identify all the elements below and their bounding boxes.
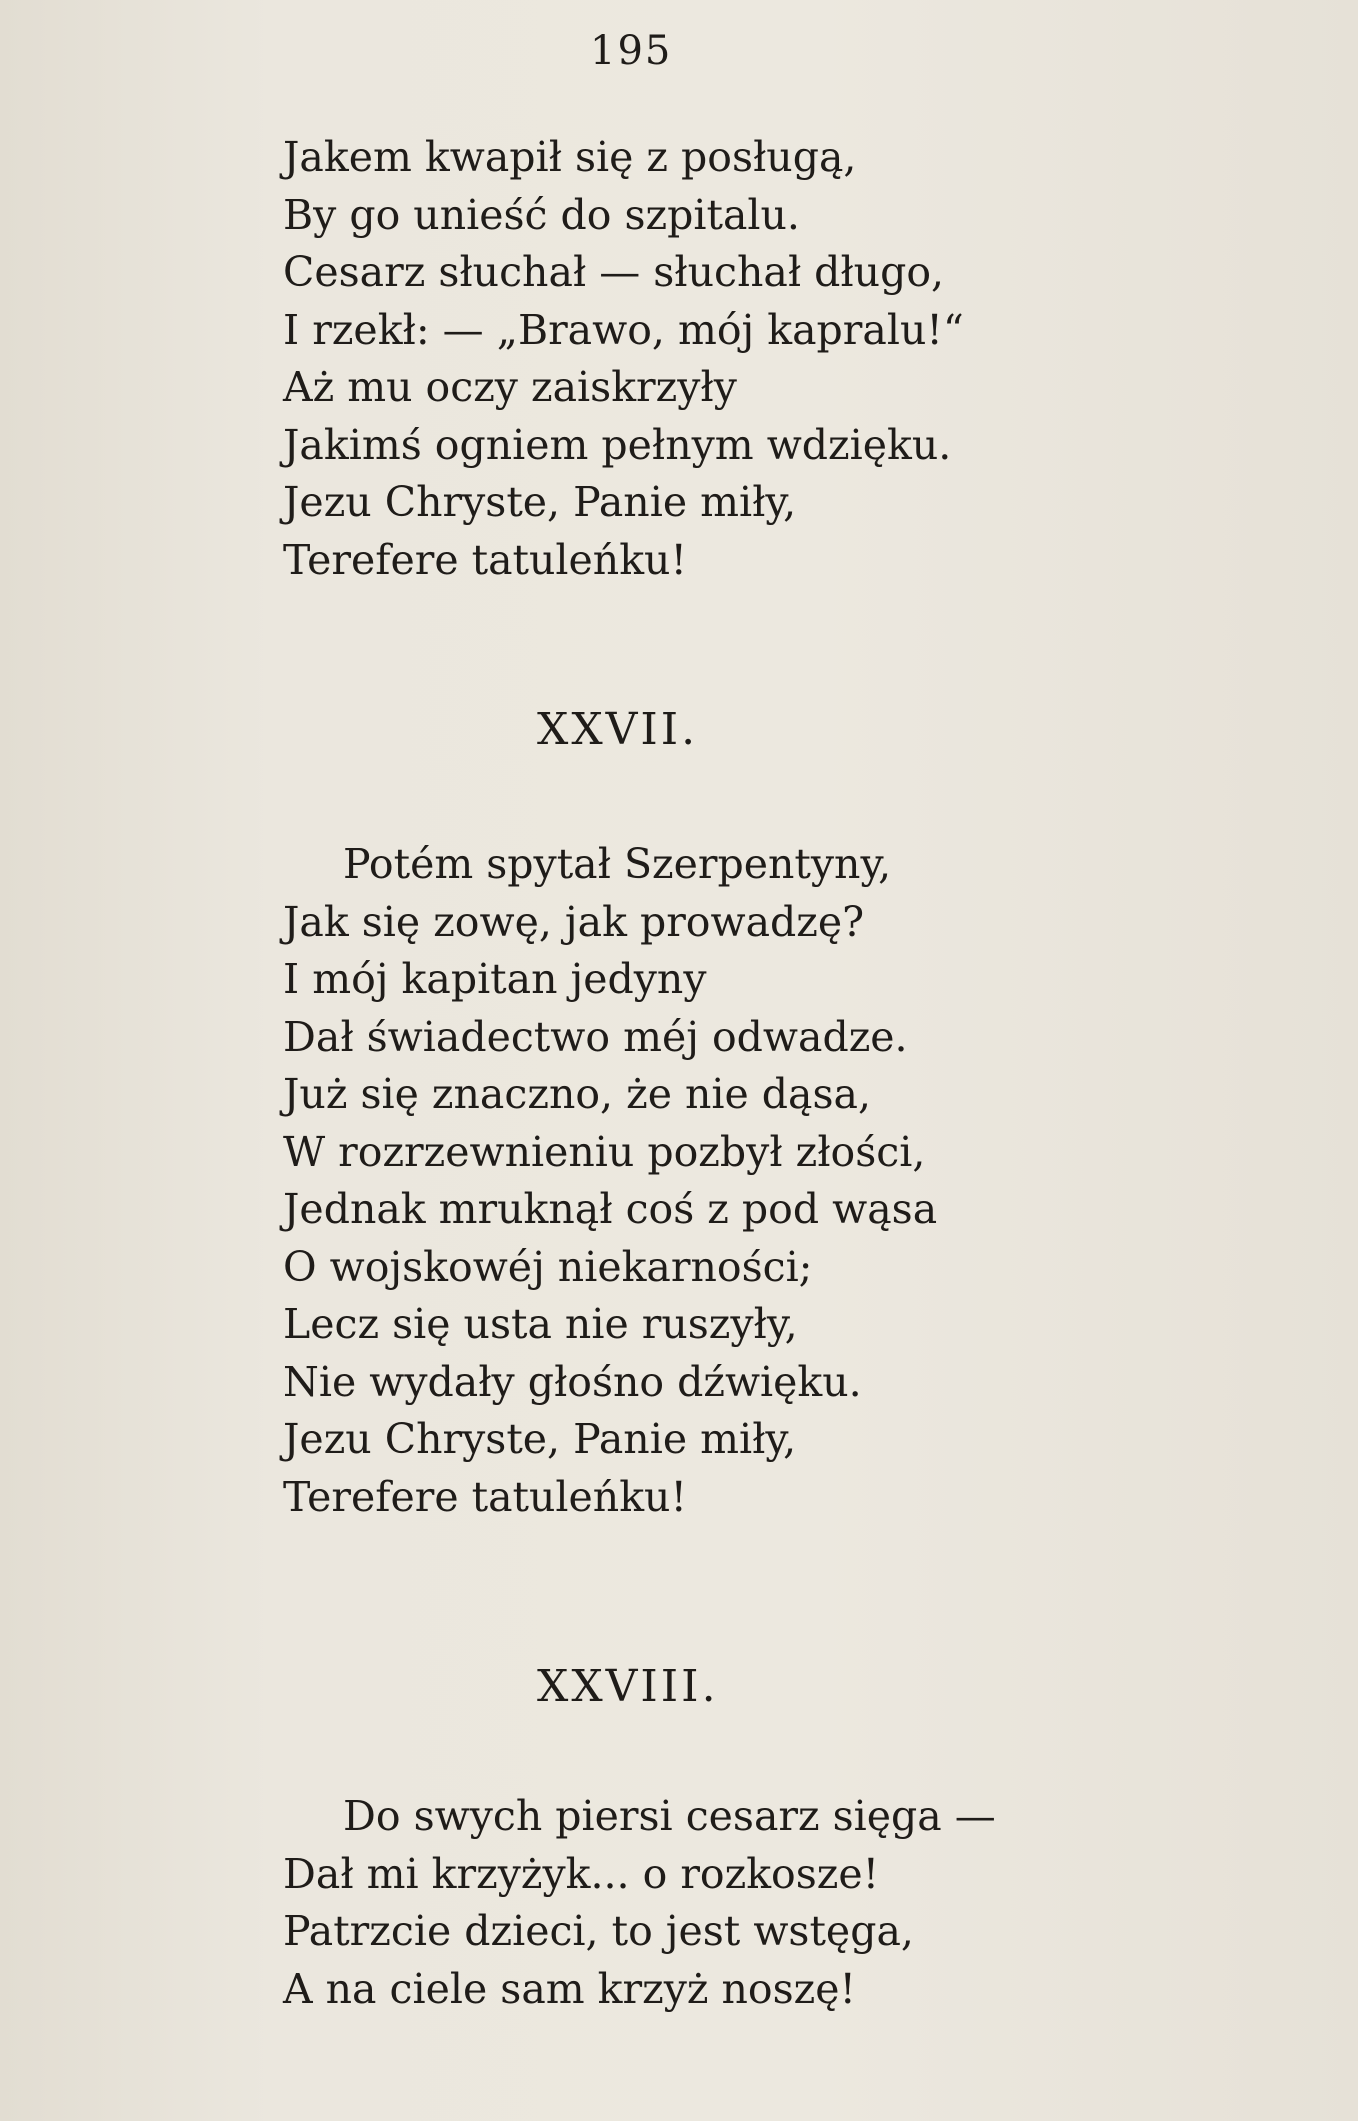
verse-line: Jezu Chryste, Panie miły,: [283, 1415, 797, 1463]
section-heading-xxviii: XXVIII.: [537, 1661, 719, 1712]
stanza-xxvii: [283, 836, 937, 1526]
verse-line: Dał mi krzyżyk... o rozkosze!: [283, 1849, 880, 1898]
verse-line: Jakimś ogniem pełnym wdzięku.: [283, 420, 952, 469]
verse-line: Jezu Chryste, Panie miły,: [283, 478, 797, 526]
verse-line: Aż mu oczy zaiskrzyły: [283, 363, 737, 411]
verse-line: Terefere tatuleńku!: [283, 535, 687, 584]
verse-line: Dał świadectwo méj odwadze.: [283, 1012, 908, 1061]
verse-line: I mój kapitan jedyny: [283, 955, 707, 1003]
verse-line: Jakem kwapił się z posługą,: [283, 133, 857, 181]
verse-line: Jednak mruknął coś z pod wąsa: [283, 1185, 938, 1233]
verse-line: Nie wydały głośno dźwięku.: [283, 1357, 862, 1406]
verse-line: A na ciele sam krzyż noszę!: [283, 1964, 856, 2013]
verse-line: Terefere tatuleńku!: [283, 1472, 687, 1521]
verse-line: I rzekł: — „Brawo, mój kapralu!“: [283, 305, 964, 354]
verse-line: Patrzcie dzieci, to jest wstęga,: [283, 1907, 914, 1955]
verse-line: Potém spytał Szerpentyny,: [343, 840, 892, 888]
section-heading-xxvii: XXVII.: [537, 704, 699, 755]
verse-line: Cesarz słuchał — słuchał długo,: [283, 248, 945, 296]
stanza-continuation: [283, 129, 964, 589]
verse-line: Do swych piersi cesarz sięga —: [343, 1792, 996, 1840]
verse-line: Lecz się usta nie ruszyły,: [283, 1300, 798, 1348]
verse-line: Już się znaczno, że nie dąsa,: [283, 1070, 872, 1118]
page-number: 195: [590, 28, 673, 74]
stanza-xxviii: [283, 1788, 996, 2018]
verse-line: O wojskowéj niekarności;: [283, 1242, 813, 1291]
verse-line: Jak się zowę, jak prowadzę?: [283, 897, 865, 946]
verse-line: W rozrzewnieniu pozbył złości,: [283, 1127, 926, 1176]
verse-line: By go unieść do szpitalu.: [283, 190, 800, 239]
